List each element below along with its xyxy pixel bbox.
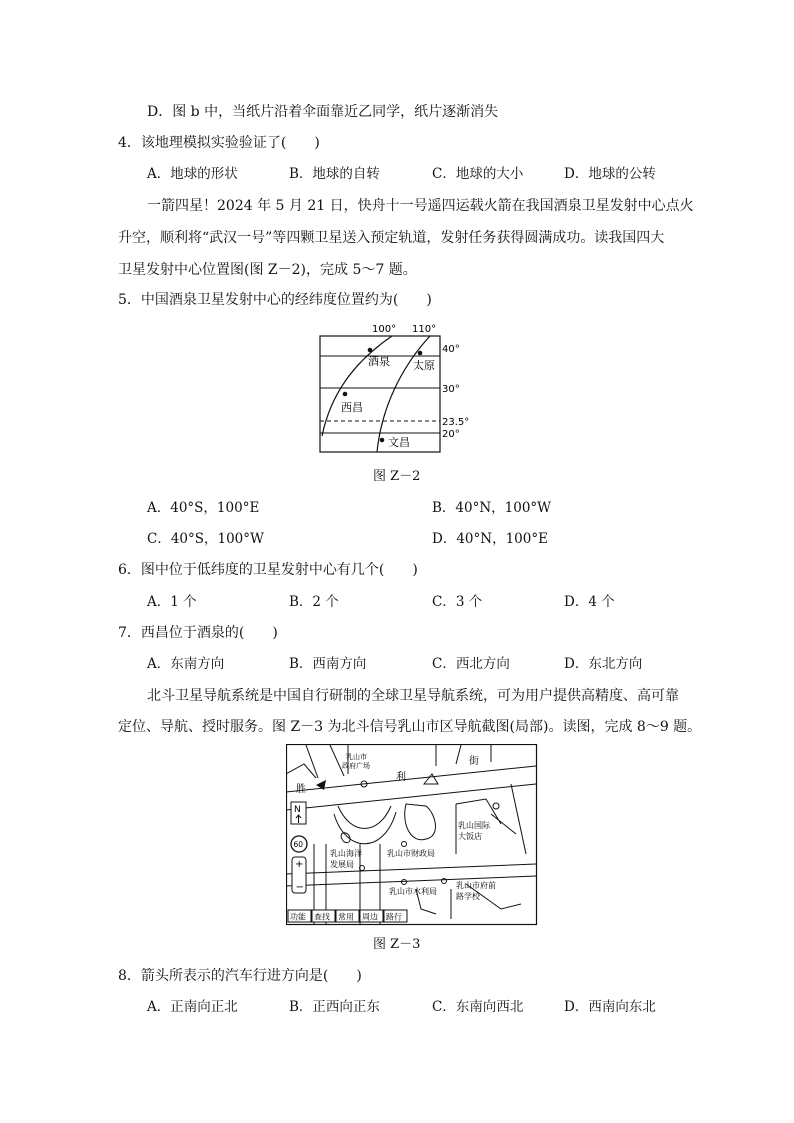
q5-option-c: C．40°S，100°W [147,531,264,547]
passage1-line2: 升空，顺利将“武汉一号”等四颗卫星送入预定轨道，发射任务获得圆满成功。读我国四大 [118,230,665,246]
xichang-dot [343,392,348,397]
lat-40-label: 40° [442,344,460,355]
q6-option-d: D．4 个 [564,594,615,610]
q8-option-b: B．正西向正东 [289,999,380,1015]
figure-z3-nav-map [286,744,538,926]
taiyuan-dot [418,351,423,356]
menu-label-5: 路行 [386,912,402,922]
figure-z2-map [310,318,480,458]
q8-option-d: D．西南向东北 [564,999,656,1015]
q6-option-a: A．1 个 [147,594,197,610]
q5-option-a: A．40°S，100°E [147,500,260,516]
lat-20-label: 20° [442,429,460,440]
passage2-line1: 北斗卫星导航系统是中国自行研制的全球卫星导航系统，可为用户提供高精度、高可靠 [147,688,679,704]
q4-stem: 4．该地理模拟实验验证了( ) [118,135,320,151]
street-char-1: 胜 [296,784,306,795]
menu-label-2: 查找 [314,912,330,922]
zoom-in-button[interactable]: + [295,859,304,870]
q6-stem: 6．图中位于低纬度的卫星发射中心有几个( ) [118,562,418,578]
figure-z3-caption: 图 Z－3 [373,937,421,952]
speed-limit-value: 60 [293,840,304,849]
q7-option-b: B．西南方向 [289,656,367,672]
q7-option-d: D．东北方向 [564,656,643,672]
xichang-label: 西昌 [341,401,363,414]
zoom-out-button[interactable]: − [295,882,304,893]
wenchang-label: 文昌 [388,436,410,449]
wenchang-dot [380,438,385,443]
lon-110-label: 110° [412,324,437,335]
passage1-line3: 卫星发射中心位置图(图 Z－2)，完成 5～7 题。 [118,262,417,278]
ocean-label-1: 乳山海洋 [330,849,362,858]
q3-option-d: D．图 b 中，当纸片沿着伞面靠近乙同学，纸片逐渐消失 [147,104,499,120]
north-label: N [294,805,301,815]
q8-option-c: C．东南向西北 [432,999,524,1015]
q5-option-b: B．40°N，100°W [432,500,552,516]
lat-30-label: 30° [442,384,460,395]
school-label-2: 路学校 [456,892,480,901]
jiuquan-label: 酒泉 [368,355,390,368]
gov-square-label-2: 政府广场 [342,762,370,770]
school-label-1: 乳山市府前 [456,881,496,890]
menu-label-4: 周边 [362,912,378,922]
q8-option-a: A．正南向正北 [147,999,238,1015]
hotel-label-1: 乳山国际 [458,821,490,830]
finance-label: 乳山市财政局 [387,849,435,858]
ocean-label-2: 发展局 [330,860,354,869]
q7-stem: 7．西昌位于酒泉的( ) [118,625,278,641]
q4-option-b: B．地球的自转 [289,166,380,182]
hotel-label-2: 大饭店 [458,832,482,841]
q4-option-c: C．地球的大小 [432,166,524,182]
q7-option-a: A．东南方向 [147,656,225,672]
menu-label-1: 功能 [290,912,306,922]
passage1-line1: 一箭四星！2024 年 5 月 21 日，快舟十一号遥四运载火箭在我国酒泉卫星发射中心点火 [147,198,694,214]
q6-option-b: B．2 个 [289,594,339,610]
street-char-3: 街 [469,756,479,767]
figure-z2-caption: 图 Z－2 [373,469,421,484]
lon-100-label: 100° [372,324,397,335]
q7-option-c: C．西北方向 [432,656,510,672]
passage2-line2: 定位、导航、授时服务。图 Z－3 为北斗信号乳山市区导航截图(局部)。读图，完成 8～9 题。 [118,719,702,735]
gov-square-label-1: 乳山市 [346,753,367,761]
q5-stem: 5．中国酒泉卫星发射中心的经纬度位置约为( ) [118,292,432,308]
q6-option-c: C．3 个 [432,594,483,610]
q8-stem: 8．箭头所表示的汽车行进方向是( ) [118,968,362,984]
jiuquan-dot [368,348,373,353]
lat-23-label: 23.5° [442,417,470,428]
menu-label-3: 常用 [338,912,354,922]
taiyuan-label: 太原 [413,359,435,372]
q4-option-d: D．地球的公转 [564,166,656,182]
q4-option-a: A．地球的形状 [147,166,238,182]
street-char-2: 利 [396,772,406,783]
q5-option-d: D．40°N，100°E [432,531,548,547]
water-label: 乳山市水利局 [389,887,437,896]
